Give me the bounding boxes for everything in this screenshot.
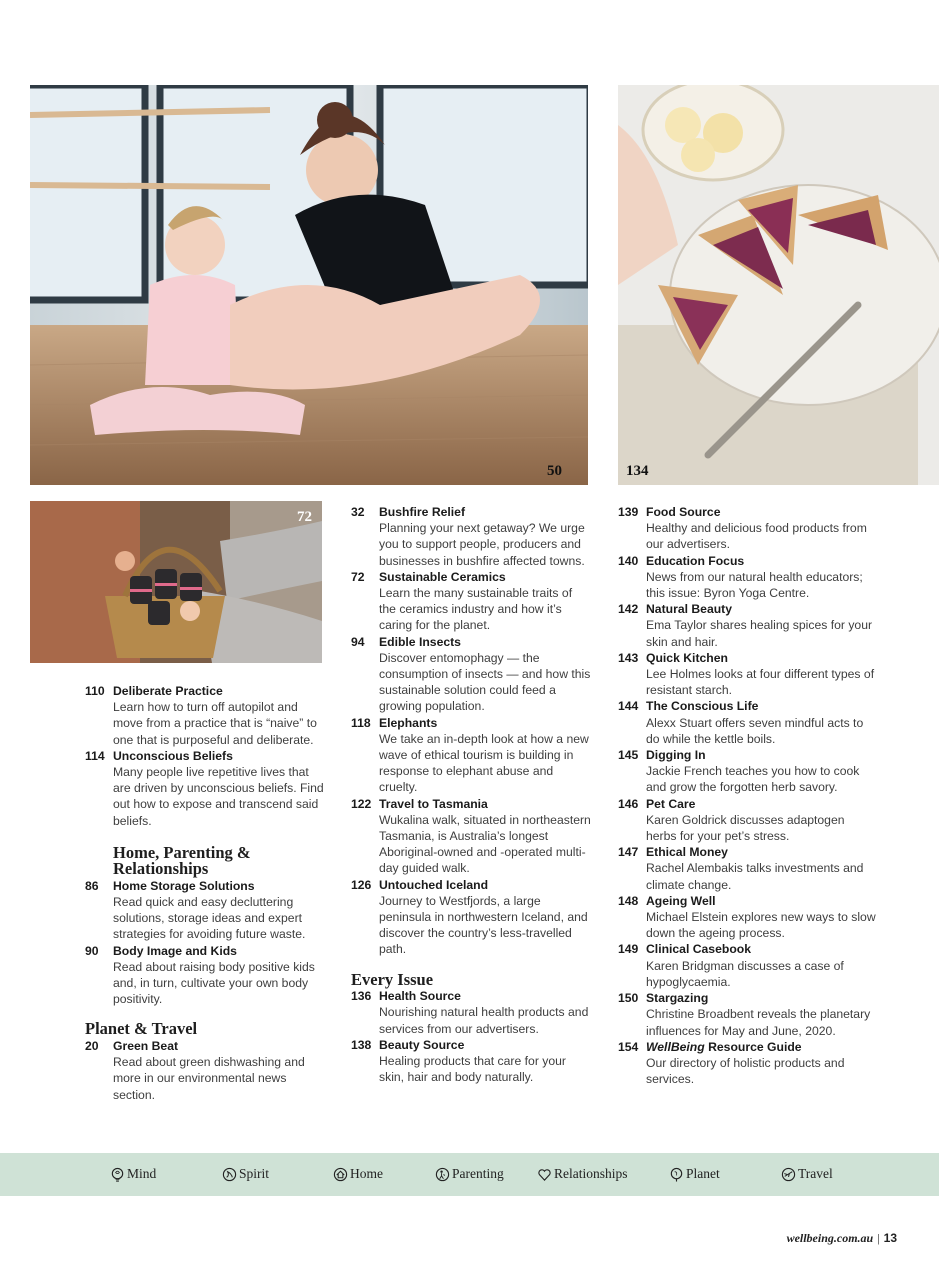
entry-description: Healing products that care for your skin, hair and body naturally. <box>379 1054 566 1085</box>
contents-entry[interactable] <box>618 601 878 650</box>
section-nav-bar <box>0 1153 939 1196</box>
contents-entry[interactable] <box>351 877 591 958</box>
nav-label: Parenting <box>452 1166 504 1181</box>
entry-page-number: 114 <box>85 748 105 763</box>
footer-separator: | <box>877 1231 880 1245</box>
footer-page-number: 13 <box>883 1231 897 1245</box>
entry-title: Stargazing <box>646 991 709 1006</box>
photo-ballet-mother-daughter <box>30 85 588 485</box>
entry-page-number: 118 <box>351 715 371 730</box>
entry-description: Rachel Alembakis talks investments and climate change. <box>646 861 864 892</box>
contents-entry[interactable] <box>85 943 325 1008</box>
entry-title: Body Image and Kids <box>113 943 237 958</box>
photo-page-number: 134 <box>626 463 649 479</box>
entry-title: The Conscious Life <box>646 699 759 714</box>
entry-list <box>85 683 325 829</box>
entry-title: Untouched Iceland <box>379 877 489 892</box>
entry-page-number: 32 <box>351 505 365 519</box>
contents-entry[interactable] <box>618 844 878 893</box>
contents-column-3 <box>618 504 878 1087</box>
entry-page-number: 142 <box>618 602 639 617</box>
entry-title: Ageing Well <box>646 893 716 908</box>
entry-title: Food Source <box>646 505 721 519</box>
photo-page-number: 50 <box>547 463 562 479</box>
entry-page-number: 126 <box>351 877 372 892</box>
contents-entry[interactable] <box>618 796 878 845</box>
entry-page-number: 90 <box>85 943 99 958</box>
entry-description: News from our natural health educators; this issue: Byron Yoga Centre. <box>646 569 863 601</box>
entry-description: Our directory of holistic products and services. <box>646 1055 845 1087</box>
nav-label: Spirit <box>239 1166 270 1181</box>
entry-page-number: 148 <box>618 893 639 908</box>
entry-page-number: 136 <box>351 989 372 1004</box>
entry-page-number: 145 <box>618 748 639 763</box>
entry-title: Unconscious Beliefs <box>113 748 233 763</box>
entry-description: Alexx Stuart offers seven mindful acts to do while the kettle boils. <box>646 715 864 746</box>
entry-title: Pet Care <box>646 796 696 811</box>
entry-description: Healthy and delicious food products from our advertisers. <box>646 521 867 552</box>
entry-title-rest: Resource Guide <box>704 1039 802 1054</box>
entry-description: Learn how to turn off autopilot and move from a practice that is “naive” to one that is purposeful and deliberate. <box>113 700 317 747</box>
entry-page-number: 144 <box>618 699 639 714</box>
entry-title: Travel to Tasmania <box>379 796 488 811</box>
entry-page-number: 110 <box>85 684 105 698</box>
travel-icon <box>781 1167 796 1182</box>
nav-item-relationships[interactable] <box>537 1166 628 1182</box>
photo-page-number: 72 <box>297 509 312 525</box>
entry-description: Journey to Westfjords, a large peninsula in northwestern Iceland, and discover the country’s less-travelled path. <box>379 893 588 957</box>
relationships-icon <box>537 1167 552 1182</box>
contents-entry[interactable] <box>351 504 591 569</box>
entry-description: Lee Holmes looks at four different types of resistant starch. <box>646 667 875 698</box>
section-heading-every-issue: Every Issue <box>351 969 434 989</box>
entry-title: Digging In <box>646 748 706 763</box>
contents-column-1 <box>85 683 325 1103</box>
entry-description: Planning your next getaway? We urge you to support people, producers and businesses in bushfire affected towns. <box>379 521 585 568</box>
entry-title: Natural Beauty <box>646 602 733 617</box>
nav-item-parenting[interactable] <box>435 1166 504 1182</box>
contents-entry[interactable] <box>351 634 591 715</box>
entry-title: Clinical Casebook <box>646 942 751 957</box>
entry-title: Edible Insects <box>379 634 461 649</box>
contents-entry[interactable] <box>618 504 878 553</box>
contents-entry[interactable] <box>85 683 325 748</box>
nav-item-planet[interactable] <box>669 1166 720 1182</box>
section-heading-home: Home, Parenting & Relationships <box>113 842 251 879</box>
entry-page-number: 72 <box>351 569 365 584</box>
entry-page-number: 149 <box>618 942 639 957</box>
nav-item-spirit[interactable] <box>222 1166 269 1182</box>
nav-label: Mind <box>127 1166 157 1181</box>
entry-page-number: 139 <box>618 505 639 519</box>
entry-title: Deliberate Practice <box>113 684 223 698</box>
entry-description: Michael Elstein explores new ways to slow down the ageing process. <box>646 910 876 941</box>
contents-entry[interactable] <box>351 796 591 877</box>
entry-list <box>85 878 325 1008</box>
entry-description: Learn the many sustainable traits of the ceramics industry and how it’s caring for the planet. <box>379 586 573 633</box>
entry-list <box>85 1038 325 1103</box>
entry-description: Discover entomophagy — the consumption of insects — and how this sustainable solution could feed a growing population. <box>379 650 591 714</box>
entry-description: We take an in-depth look at how a new wave of ethical tourism is building in response to elephant abuse and cruelty. <box>379 731 589 795</box>
contents-entry[interactable] <box>618 990 878 1039</box>
entry-description: Ema Taylor shares healing spices for your skin and hair. <box>646 618 873 649</box>
mind-icon <box>110 1167 125 1182</box>
nav-item-home[interactable] <box>333 1166 383 1182</box>
contents-entry[interactable] <box>85 748 325 829</box>
nav-label: Relationships <box>554 1166 628 1181</box>
contents-entry[interactable] <box>618 698 878 747</box>
entry-title: Quick Kitchen <box>646 650 728 665</box>
contents-entry[interactable] <box>351 1037 591 1086</box>
contents-entry[interactable] <box>85 878 325 943</box>
entry-title: Bushfire Relief <box>379 505 466 519</box>
contents-entry[interactable] <box>351 715 591 796</box>
entry-description: Read about green dishwashing and more in our environmental news section. <box>113 1055 305 1102</box>
footer-site-link[interactable]: wellbeing.com.au <box>786 1231 874 1245</box>
entry-page-number: 86 <box>85 878 99 893</box>
entry-description: Nourishing natural health products and services from our advertisers. <box>379 1005 589 1036</box>
contents-entry[interactable] <box>618 893 878 942</box>
entry-page-number: 20 <box>85 1038 99 1053</box>
spirit-icon <box>222 1167 237 1182</box>
entry-page-number: 143 <box>618 650 639 665</box>
entry-page-number: 150 <box>618 991 639 1006</box>
entry-list <box>351 988 591 1085</box>
entry-description: Christine Broadbent reveals the planetary influences for May and June, 2020. <box>646 1007 871 1038</box>
entry-page-number: 122 <box>351 796 372 811</box>
entry-description: Karen Bridgman discusses a case of hypoglycaemia. <box>646 958 844 989</box>
parenting-icon <box>435 1167 450 1182</box>
nav-label: Planet <box>686 1166 720 1181</box>
nav-label: Home <box>350 1166 383 1181</box>
entry-description: Jackie French teaches you how to cook and grow the forgotten herb savory. <box>646 764 860 795</box>
entry-title: Education Focus <box>646 553 745 568</box>
contents-entry[interactable] <box>618 553 878 602</box>
entry-title <box>646 1039 878 1055</box>
entry-list <box>351 504 591 958</box>
planet-icon <box>669 1167 684 1182</box>
contents-entry[interactable] <box>618 747 878 796</box>
entry-description: Many people live repetitive lives that are driven by unconscious beliefs. Find out how to expose and transcend said beliefs. <box>113 765 324 828</box>
contents-entry[interactable] <box>618 650 878 699</box>
section-heading-planet: Planet & Travel <box>85 1019 198 1039</box>
contents-entry[interactable] <box>85 1038 325 1103</box>
entry-description: Read quick and easy decluttering solutions, storage ideas and expert strategies for avoiding future waste. <box>113 895 306 942</box>
nav-label: Travel <box>798 1166 833 1181</box>
entry-title: Elephants <box>379 715 438 730</box>
entry-title: Home Storage Solutions <box>113 878 255 893</box>
contents-entry[interactable] <box>618 1039 878 1088</box>
entry-page-number: 138 <box>351 1037 372 1052</box>
entry-list <box>618 504 878 1087</box>
nav-item-mind[interactable] <box>110 1166 156 1182</box>
entry-page-number: 140 <box>618 553 639 568</box>
photo-berry-pie <box>618 85 939 485</box>
entry-title: Beauty Source <box>379 1037 465 1052</box>
entry-description: Read about raising body positive kids and, in turn, cultivate your own body positivity. <box>113 959 315 1007</box>
photo-ceramics-basket <box>30 501 322 663</box>
page-footer <box>787 1231 897 1246</box>
entry-page-number: 154 <box>618 1039 639 1054</box>
entry-title-brand: WellBeing <box>646 1039 705 1054</box>
entry-title: Ethical Money <box>646 845 728 860</box>
entry-title: Sustainable Ceramics <box>379 569 506 584</box>
contents-entry[interactable] <box>351 569 591 634</box>
entry-title: Health Source <box>379 989 461 1004</box>
contents-column-2 <box>351 504 591 1085</box>
nav-item-travel[interactable] <box>781 1166 833 1182</box>
entry-description: Karen Goldrick discusses adaptogen herbs for your pet’s stress. <box>646 812 845 844</box>
entry-page-number: 146 <box>618 796 639 811</box>
entry-title: Green Beat <box>113 1038 179 1053</box>
contents-entry[interactable] <box>618 941 878 990</box>
contents-entry[interactable] <box>351 988 591 1037</box>
home-icon <box>333 1167 348 1182</box>
entry-page-number: 94 <box>351 634 365 649</box>
entry-description: Wukalina walk, situated in northeastern Tasmania, is Australia’s longest Aboriginal-owned and -operated multi-day guided walk. <box>379 812 591 876</box>
entry-page-number: 147 <box>618 845 639 860</box>
